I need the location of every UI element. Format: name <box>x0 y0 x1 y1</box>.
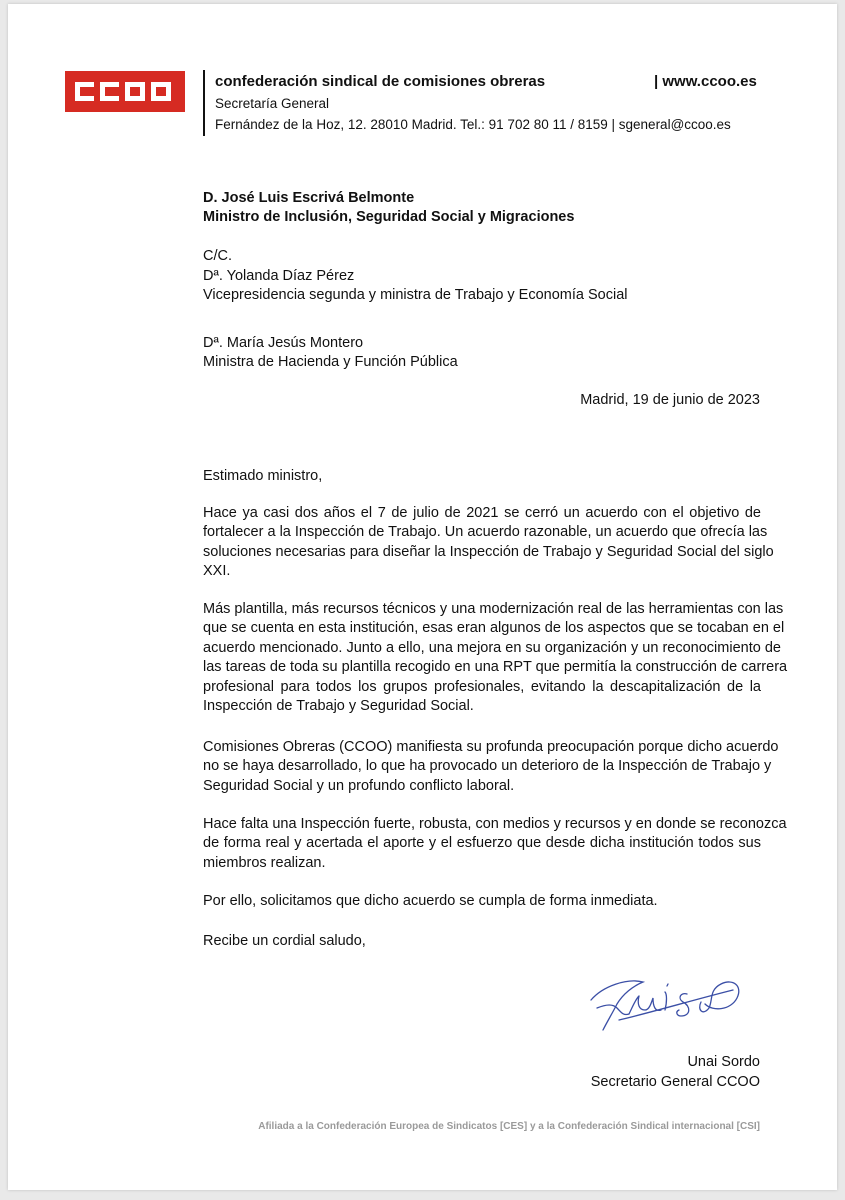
letter-page <box>8 4 837 1190</box>
paragraph-line: Comisiones Obreras (CCOO) manifiesta su profunda preocupación porque dicho acuerdo <box>203 739 779 755</box>
recipient-name: D. José Luis Escrivá Belmonte <box>203 190 415 206</box>
paragraph-line: no se haya desarrollado, lo que ha provocado un deterioro de la Inspección de Trabajo y <box>203 758 772 775</box>
website: | www.ccoo.es <box>654 73 757 90</box>
paragraph-line: miembros realizan. <box>203 854 326 871</box>
paragraph-line: fortalecer a la Inspección de Trabajo. Un acuerdo razonable, un acuerdo que ofrecía las <box>203 524 768 541</box>
department: Secretaría General <box>215 96 330 111</box>
paragraph-line: XXI. <box>203 563 231 580</box>
paragraph-line: Más plantilla, más recursos técnicos y una modernización real de las herramientas con las <box>203 601 784 617</box>
paragraph-line: acuerdo mencionado. Junto a ello, una mejora en su organización y un reconocimiento de <box>203 639 781 656</box>
salutation: Estimado ministro, <box>203 468 323 484</box>
ccoo-logo-mark <box>65 71 185 112</box>
paragraph-5 <box>203 892 761 911</box>
address: Fernández de la Hoz, 12. 28010 Madrid. Tel.: 91 702 80 11 / 8159 | sgeneral@ccoo.es <box>215 117 731 132</box>
footer-affiliation: Afiliada a la Confederación Europea de Sindicatos [CES] y a la Confederación Sindical internacional [CSI] <box>258 1121 760 1132</box>
signatory-name: Unai Sordo <box>687 1054 760 1070</box>
paragraph-line: Hace falta una Inspección fuerte, robusta, con medios y recursos y en donde se reconozca <box>203 816 787 832</box>
letter-date: Madrid, 19 de junio de 2023 <box>580 392 760 408</box>
letterhead-divider <box>203 70 205 136</box>
signatory-title: Secretario General CCOO <box>590 1074 760 1090</box>
paragraph-line: las tareas de toda su plantilla recogido en una RPT que permitía la construcción de carrera <box>203 659 788 676</box>
paragraph-3 <box>203 738 779 796</box>
paragraph-2 <box>203 600 788 716</box>
cc-label: C/C. <box>203 248 232 264</box>
org-name: confederación sindical de comisiones obreras <box>215 73 546 90</box>
paragraph-line: Inspección de Trabajo y Seguridad Social. <box>203 698 474 715</box>
recipient-title: Ministro de Inclusión, Seguridad Social y Migraciones <box>203 209 575 225</box>
paragraph-line: soluciones necesarias para diseñar la Inspección de Trabajo y Seguridad Social del siglo <box>203 543 774 560</box>
paragraph-line: de forma real y acertada el aporte y el esfuerzo que desde dicha institución todos sus <box>203 835 761 852</box>
ccoo-logo <box>65 71 185 112</box>
paragraph-line: Hace ya casi dos años el 7 de julio de 2021 se cerró un acuerdo con el objetivo de <box>203 505 761 521</box>
cc-title-2: Ministra de Hacienda y Función Pública <box>203 354 458 370</box>
paragraph-line: Por ello, solicitamos que dicho acuerdo se cumpla de forma inmediata. <box>203 893 658 909</box>
signature-scribble <box>583 964 753 1042</box>
paragraph-line: que se cuenta en esta institución, esas eran algunos de los aspectos que se tocaban en el <box>203 620 785 637</box>
handwritten-signature <box>583 964 753 1042</box>
cc-name-2: Dª. María Jesús Montero <box>203 335 364 351</box>
closing: Recibe un cordial saludo, <box>203 933 366 949</box>
paragraph-line: Seguridad Social y un profundo conflicto laboral. <box>203 777 515 794</box>
cc-title-1: Vicepresidencia segunda y ministra de Trabajo y Economía Social <box>203 287 628 303</box>
paragraph-4 <box>203 815 787 873</box>
cc-name-1: Dª. Yolanda Díaz Pérez <box>203 268 355 284</box>
paragraph-line: profesional para todos los grupos profesionales, evitando la descapitalización de la <box>203 678 761 695</box>
paragraph-1 <box>203 504 774 582</box>
